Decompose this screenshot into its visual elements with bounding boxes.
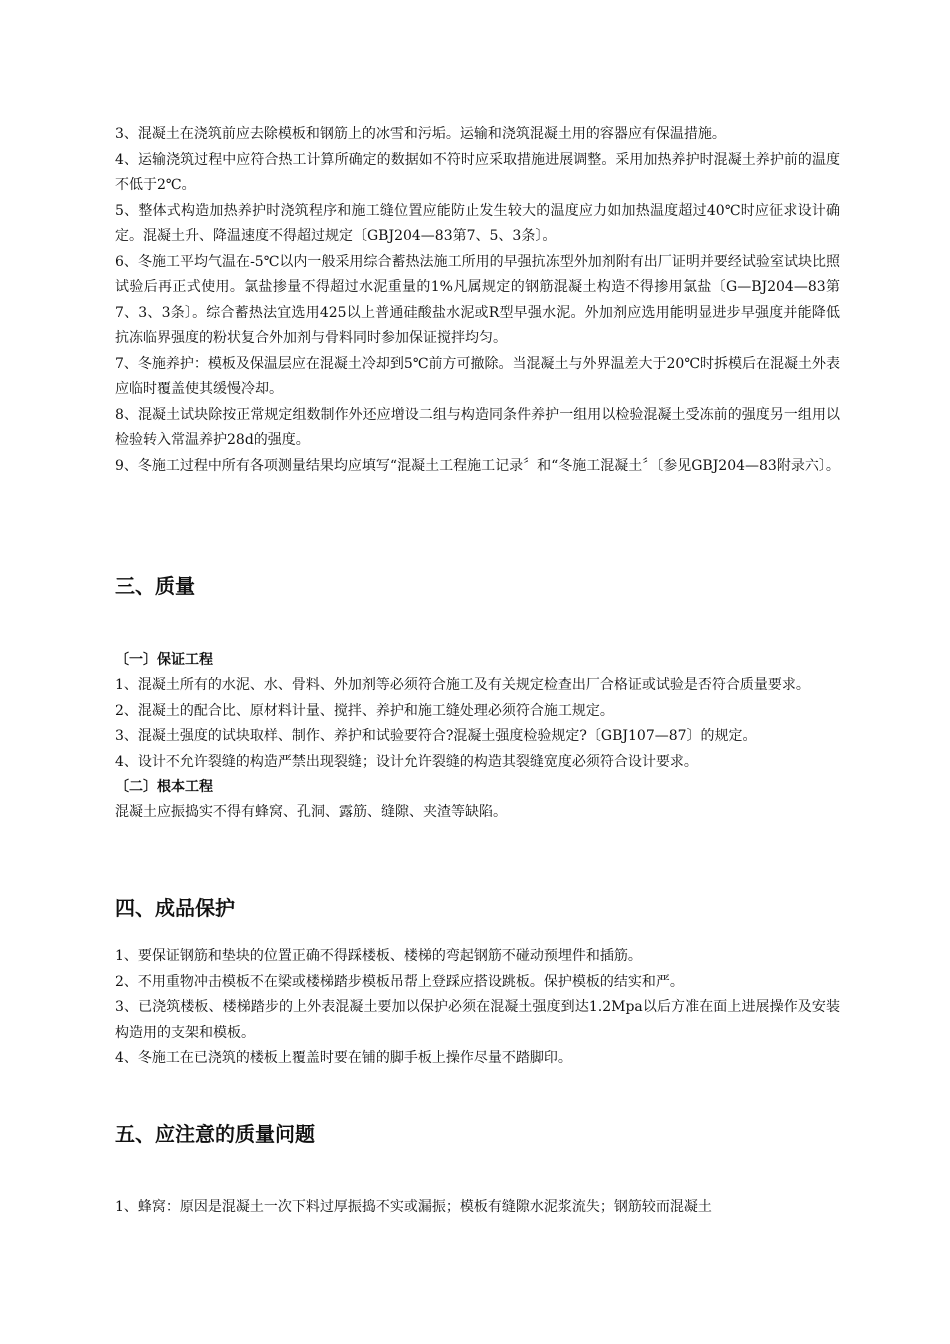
paragraph: 4、冬施工在已浇筑的楼板上覆盖时要在铺的脚手板上操作尽量不踏脚印。 bbox=[115, 1050, 572, 1066]
paragraph: 1、蜂窝：原因是混凝土一次下料过厚振捣不实或漏振；模板有缝隙水泥浆流失；钢筋较而混凝土 bbox=[115, 1199, 712, 1215]
paragraph: 3、混凝土强度的试块取样、制作、养护和试验要符合?混凝土强度检验规定?〔GBJ107—87〕的规定。 bbox=[115, 728, 757, 744]
subheading-guarantee-items: 〔一〕保证工程 bbox=[115, 652, 213, 668]
quality-section-body bbox=[115, 648, 840, 826]
section-heading-product-protection: 四、成品保护 bbox=[115, 896, 235, 920]
subheading-basic-items: 〔二〕根本工程 bbox=[115, 779, 213, 795]
section-heading-quality-issues: 五、应注意的质量问题 bbox=[115, 1122, 315, 1146]
paragraph: 5、整体式构造加热养护时浇筑程序和施工缝位置应能防止发生较大的温度应力如加热温度超过40℃时应征求设计确定。混凝土升、降温速度不得超过规定〔GBJ204—83第7、5、3条〕。 bbox=[115, 202, 840, 244]
winter-construction-list bbox=[115, 122, 840, 479]
paragraph: 2、不用重物冲击模板不在梁或楼梯踏步模板吊帮上登踩应搭设跳板。保护模板的结实和严。 bbox=[115, 973, 684, 990]
paragraph: 1、要保证钢筋和垫块的位置正确不得踩楼板、楼梯的弯起钢筋不碰动预埋件和插筋。 bbox=[115, 948, 642, 964]
paragraph: 4、设计不允许裂缝的构造严禁出现裂缝；设计允许裂缝的构造其裂缝宽度必须符合设计要求。 bbox=[115, 753, 698, 770]
paragraph: 8、混凝土试块除按正常规定组数制作外还应增设二组与构造同条件养护一组用以检验混凝土受冻前的强度另一组用以检验转入常温养护28d的强度。 bbox=[115, 406, 840, 448]
paragraph: 2、混凝土的配合比、原材料计量、搅拌、养护和施工缝处理必须符合施工规定。 bbox=[115, 702, 614, 719]
paragraph: 1、混凝土所有的水泥、水、骨料、外加剂等必须符合施工及有关规定检查出厂合格证或试验是否符合质量要求。 bbox=[115, 677, 810, 693]
product-protection-body bbox=[115, 944, 840, 1072]
paragraph: 3、混凝土在浇筑前应去除模板和钢筋上的冰雪和污垢。运输和浇筑混凝土用的容器应有保温措施。 bbox=[115, 126, 726, 142]
paragraph: 3、已浇筑楼板、楼梯踏步的上外表混凝土要加以保护必须在混凝土强度到达1.2Mpa以后方准在面上进展操作及安装构造用的支架和模板。 bbox=[115, 999, 840, 1041]
paragraph: 9、冬施工过程中所有各项测量结果均应填写“混凝土工程施工记录〞和“冬施工混凝土〞〔参见GBJ204—83附录六〕。 bbox=[115, 457, 840, 474]
paragraph: 7、冬施养护：模板及保温层应在混凝土冷却到5℃前方可撤除。当混凝土与外界温差大于20℃时拆模后在混凝土外表应临时覆盖使其缓慢冷却。 bbox=[115, 355, 840, 397]
section-heading-quality: 三、质量 bbox=[115, 574, 195, 598]
paragraph: 6、冬施工平均气温在-5℃以内一般采用综合蓄热法施工所用的早强抗冻型外加剂附有出厂证明并要经试验室试块比照试验后再正式使用。氯盐掺量不得超过水泥重量的1%凡属规定的钢筋混凝土构造不得掺用氯盐〔G—BJ204—83第7、3、3条〕。综合蓄热法宜选用425以上普通硅酸盐水泥或R型早强水泥。外加剂应选用能明显进步早强度并能降低抗冻临界强度的粉状复合外加剂与骨料同时参加保证搅拌均匀。 bbox=[115, 253, 840, 346]
paragraph: 混凝土应振捣实不得有蜂窝、孔洞、露筋、缝隙、夹渣等缺陷。 bbox=[115, 804, 507, 820]
quality-issues-body bbox=[115, 1195, 840, 1221]
paragraph: 4、运输浇筑过程中应符合热工计算所确定的数据如不符时应采取措施进展调整。采用加热养护时混凝土养护前的温度不低于2℃。 bbox=[115, 151, 840, 193]
